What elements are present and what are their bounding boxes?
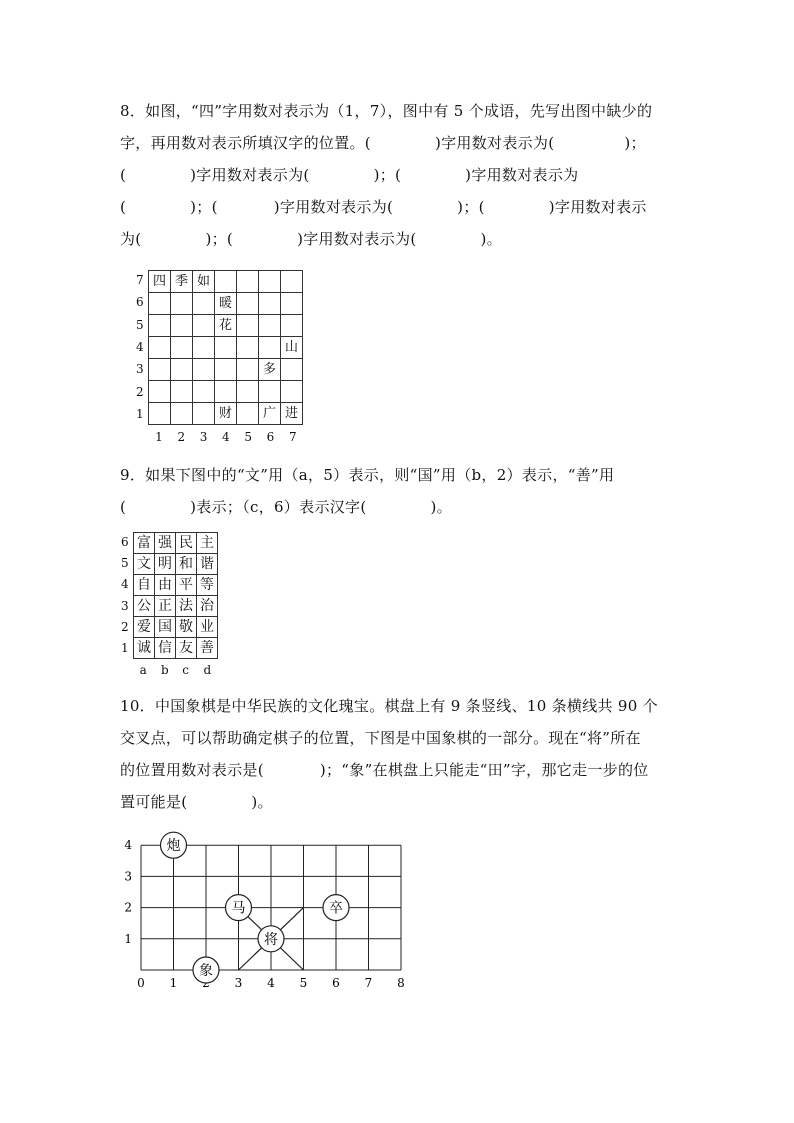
- col-label: d: [203, 662, 212, 677]
- q8-line-3: ( )字用数对表示为( )；( )字用数对表示为: [120, 166, 579, 184]
- row-label: 6: [121, 534, 129, 549]
- chess-piece-label: 马: [231, 900, 246, 917]
- q8-line-2: 字，再用数对表示所填汉字的位置。( )字用数对表示为( )；: [120, 134, 646, 152]
- grid-cell: [215, 381, 237, 403]
- grid-cell: [237, 315, 259, 337]
- col-label: a: [139, 662, 147, 677]
- grid-cell: 由: [155, 575, 176, 596]
- grid-cell: 信: [155, 638, 176, 659]
- grid-cell: 敬: [176, 617, 197, 638]
- x-tick-label: 0: [137, 976, 145, 990]
- grid-cell: [193, 293, 215, 315]
- y-tick-label: 2: [124, 900, 132, 915]
- grid-cell: 业: [197, 617, 218, 638]
- q9-line-2: ( )表示；（c，6）表示汉字( )。: [120, 498, 452, 516]
- grid-cell: [237, 403, 259, 425]
- grid-cell: [237, 293, 259, 315]
- x-tick-label: 4: [267, 976, 275, 990]
- question-9: [120, 459, 680, 523]
- grid-cell: [215, 271, 237, 293]
- x-tick-label: 1: [169, 976, 178, 990]
- grid-cell: 正: [155, 596, 176, 617]
- col-label: b: [160, 662, 169, 677]
- grid-cell: [149, 403, 171, 425]
- grid-cell: [281, 271, 303, 293]
- q8-line-1: 8．如图，“四”字用数对表示为（1，7），图中有 5 个成语，先写出图中缺少的: [120, 102, 653, 120]
- grid-cell: [171, 293, 193, 315]
- q10-line-1: 10．中国象棋是中华民族的文化瑰宝。棋盘上有 9 条竖线、10 条横线共 90 个: [120, 697, 658, 715]
- question-8: [120, 95, 680, 255]
- grid-cell: [237, 359, 259, 381]
- grid-cell: [171, 315, 193, 337]
- row-label: 1: [136, 406, 144, 421]
- row-label: 5: [136, 317, 144, 332]
- row-label: 2: [121, 619, 129, 634]
- grid-cell: [171, 359, 193, 381]
- grid-cell: [259, 271, 281, 293]
- grid-cell: 季: [171, 271, 193, 293]
- q9-line-1: 9．如果下图中的“文”用（a，5）表示，则“国”用（b，2）表示，“善”用: [120, 466, 615, 484]
- grid-cell: [281, 293, 303, 315]
- grid-cell: [259, 337, 281, 359]
- grid-cell: 公: [134, 596, 155, 617]
- grid-cell: 友: [176, 638, 197, 659]
- grid-cell: [259, 293, 281, 315]
- grid-cell: [215, 337, 237, 359]
- grid-cell: [171, 381, 193, 403]
- grid-cell: [237, 271, 259, 293]
- grid-cell: [281, 315, 303, 337]
- grid-cell: [281, 381, 303, 403]
- x-tick-label: 3: [234, 976, 243, 990]
- grid-cell: 爱: [134, 617, 155, 638]
- grid-cell: 法: [176, 596, 197, 617]
- row-label: 3: [136, 362, 144, 377]
- grid-cell: 平: [176, 575, 197, 596]
- row-label: 2: [136, 384, 144, 399]
- col-label: 3: [199, 430, 208, 445]
- col-label: 7: [288, 430, 297, 445]
- col-label: 4: [222, 430, 230, 445]
- q10-line-2: 交叉点，可以帮助确定棋子的位置，下图是中国象棋的一部分。现在“将”所在: [120, 729, 641, 747]
- chess-piece-label: 象: [199, 963, 213, 979]
- chess-piece-label: 炮: [166, 838, 181, 855]
- x-tick-label: 6: [332, 976, 340, 990]
- grid-cell: [259, 315, 281, 337]
- q8-line-5: 为( )；( )字用数对表示为( )。: [120, 230, 502, 248]
- grid-cell: [281, 359, 303, 381]
- col-label: 5: [244, 430, 252, 445]
- q10-line-4: 置可能是( )。: [120, 793, 273, 811]
- col-label: 2: [177, 430, 186, 445]
- grid-cell: 诚: [134, 638, 155, 659]
- xiangqi-board: [110, 825, 430, 995]
- row-label: 7: [136, 273, 144, 288]
- grid-cell: [193, 403, 215, 425]
- grid-cell: 明: [155, 554, 176, 575]
- grid-cell: [149, 293, 171, 315]
- grid-cell: [193, 315, 215, 337]
- grid-cell: 花: [215, 315, 237, 337]
- grid-cell: [171, 403, 193, 425]
- col-label: 1: [155, 430, 163, 445]
- row-label: 6: [136, 295, 144, 310]
- grid-cell: 财: [215, 403, 237, 425]
- grid-cell: 暖: [215, 293, 237, 315]
- x-tick-label: 5: [299, 976, 308, 990]
- grid-cell: [237, 337, 259, 359]
- grid-cell: 四: [149, 271, 171, 293]
- grid-cell: [149, 359, 171, 381]
- row-label: 1: [121, 641, 129, 656]
- x-tick-label: 7: [364, 976, 373, 990]
- q8-character-grid: [148, 270, 303, 425]
- grid-cell: 善: [197, 638, 218, 659]
- grid-cell: [149, 315, 171, 337]
- y-tick-label: 1: [124, 931, 132, 946]
- grid-cell: 强: [155, 533, 176, 554]
- grid-cell: 谐: [197, 554, 218, 575]
- grid-cell: [149, 337, 171, 359]
- grid-cell: 自: [134, 575, 155, 596]
- grid-cell: [193, 359, 215, 381]
- chess-piece-label: 将: [264, 931, 278, 948]
- grid-cell: [237, 381, 259, 403]
- grid-cell: 主: [197, 533, 218, 554]
- question-10: [120, 690, 680, 818]
- row-label: 4: [136, 340, 144, 355]
- grid-cell: [193, 381, 215, 403]
- row-label: 4: [121, 577, 129, 592]
- grid-cell: [215, 359, 237, 381]
- grid-cell: 如: [193, 271, 215, 293]
- grid-cell: 等: [197, 575, 218, 596]
- grid-cell: 广: [259, 403, 281, 425]
- grid-cell: 文: [134, 554, 155, 575]
- grid-cell: 民: [176, 533, 197, 554]
- grid-cell: [171, 337, 193, 359]
- col-label: 6: [266, 430, 275, 445]
- y-tick-label: 4: [124, 838, 132, 853]
- grid-cell: 和: [176, 554, 197, 575]
- chess-piece-label: 卒: [329, 900, 343, 917]
- grid-cell: 进: [281, 403, 303, 425]
- col-label: c: [182, 662, 189, 677]
- row-label: 3: [121, 598, 129, 613]
- grid-cell: [149, 381, 171, 403]
- y-tick-label: 3: [124, 869, 132, 884]
- grid-cell: [259, 381, 281, 403]
- grid-cell: 国: [155, 617, 176, 638]
- grid-cell: 富: [134, 533, 155, 554]
- q10-line-3: 的位置用数对表示是( )；“象”在棋盘上只能走“田”字，那它走一步的位: [120, 761, 649, 779]
- q8-line-4: ( )；( )字用数对表示为( )；( )字用数对表示: [120, 198, 647, 216]
- grid-cell: 山: [281, 337, 303, 359]
- grid-cell: 治: [197, 596, 218, 617]
- grid-cell: [193, 337, 215, 359]
- row-label: 5: [121, 555, 129, 570]
- grid-cell: 多: [259, 359, 281, 381]
- q9-character-grid: [133, 532, 218, 659]
- x-tick-label: 8: [397, 976, 405, 990]
